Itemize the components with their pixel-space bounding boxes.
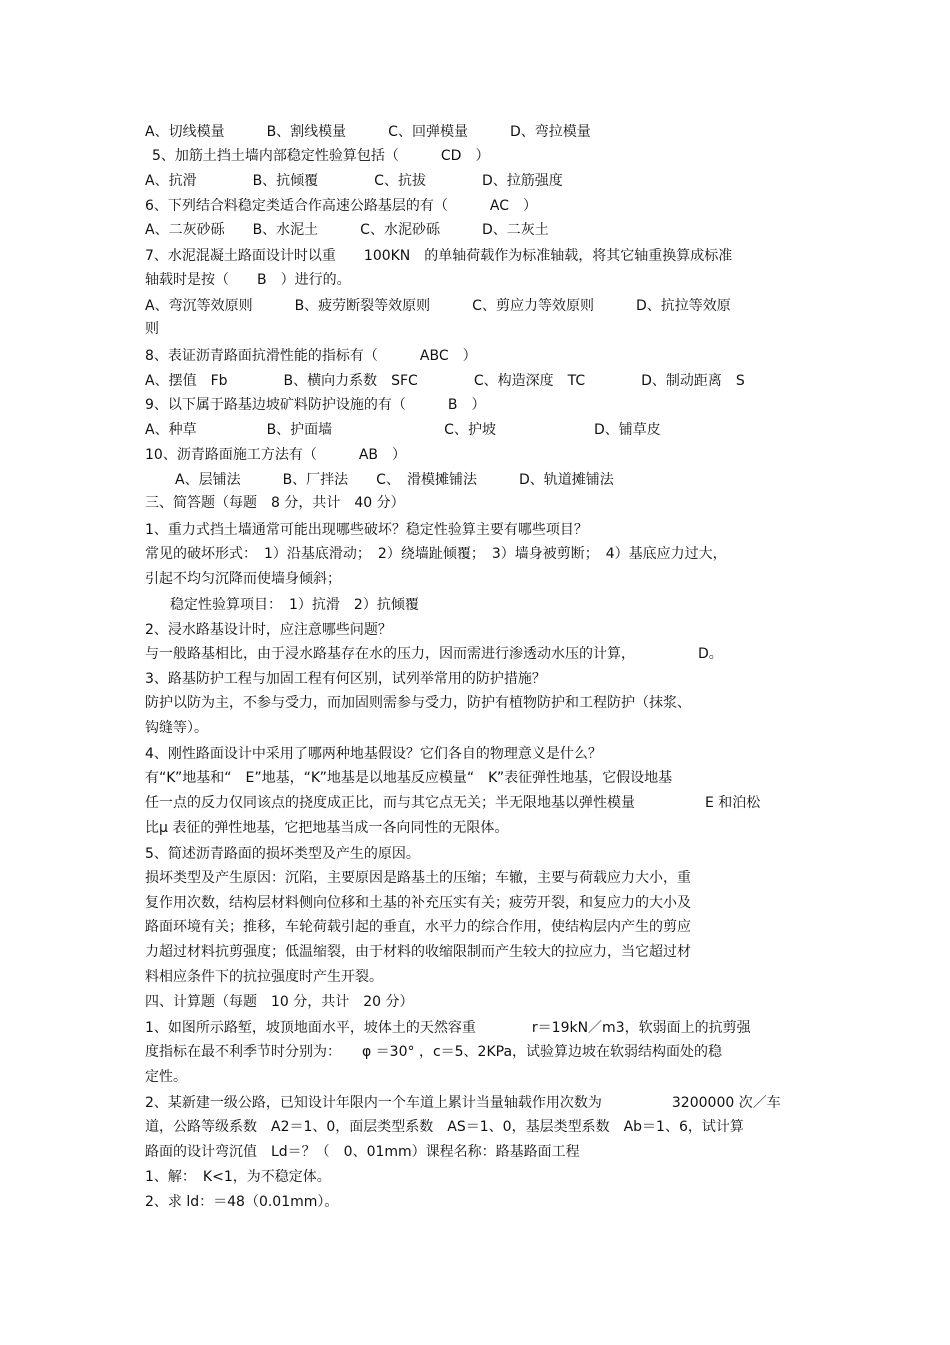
text-line: 引起不均匀沉降而使墙身倾斜； — [145, 571, 341, 587]
text-line: 6、下列结合料稳定类适合作高速公路基层的有（ AC ） — [145, 198, 538, 214]
text-line: 1、重力式挡土墙通常可能出现哪些破坏？稳定性验算主要有哪些项目？ — [145, 522, 588, 538]
text-line: 有“K”地基和“ E”地基，“K”地基是以地基反应模量“ K”表征弹性地基，它假设地基 — [145, 770, 673, 786]
text-line: 复作用次数，结构层材料侧向位移和土基的补充压实有关；疲劳开裂，和复应力的大小及 — [145, 895, 691, 911]
text-line: 定性。 — [145, 1069, 187, 1085]
text-line: 力超过材料抗剪强度；低温缩裂，由于材料的收缩限制而产生较大的拉应力，当它超过材 — [145, 944, 691, 960]
text-line: A、弯沉等效原则 B、疲劳断裂等效原则 C、剪应力等效原则 D、抗拉等效原 — [145, 298, 731, 314]
text-line: 2、某新建一级公路，已知设计年限内一个车道上累计当量轴载作用次数为 3200000 次／车 — [145, 1095, 781, 1111]
text-line: A、种草 B、护面墙 C、护坡 D、铺草皮 — [145, 422, 661, 438]
text-line: A、摆值 Fb B、横向力系数 SFC C、构造深度 TC D、制动距离 S — [145, 373, 745, 389]
text-line: 5、简述沥青路面的损坏类型及产生的原因。 — [145, 846, 420, 862]
text-line: 任一点的反力仅同该点的挠度成正比，而与其它点无关；半无限地基以弹性模量 E 和泊松 — [145, 795, 761, 811]
text-line: 路面的设计弯沉值 Ld＝？（ 0、01mm）课程名称：路基路面工程 — [145, 1144, 580, 1160]
text-line: 料相应条件下的抗拉强度时产生开裂。 — [145, 969, 383, 985]
text-line: A、层铺法 B、厂拌法 C、 滑模摊铺法 D、轨道摊铺法 — [175, 472, 614, 488]
text-line: 10、沥青路面施工方法有（ AB ） — [145, 447, 406, 463]
text-line: A、切线模量 B、割线模量 C、回弹模量 D、弯拉模量 — [145, 124, 591, 140]
text-line: 7、水泥混凝土路面设计时以重 100KN 的单轴荷载作为标准轴载，将其它轴重换算成标准 — [145, 248, 733, 264]
section-heading: 四、计算题（每题 10 分，共计 20 分） — [145, 994, 414, 1010]
text-line: 3、路基防护工程与加固工程有何区别，试列举常用的防护措施？ — [145, 671, 546, 687]
text-line: 路面环境有关；推移，车轮荷载引起的垂直，水平力的综合作用，使结构层内产生的剪应 — [145, 919, 691, 935]
text-line: 1、解： K<1，为不稳定体。 — [145, 1169, 331, 1185]
text-line: 1、如图所示路堑，坡顶地面水平，坡体土的天然容重 r＝19kN／m3，软弱面上的抗剪强 — [145, 1020, 751, 1036]
section-heading: 三、简答题（每题 8 分，共计 40 分） — [145, 495, 405, 511]
text-line: 度指标在最不利季节时分别为： φ ＝30° ，c＝5、2KPa，试验算边坡在软弱结构面处的稳 — [145, 1044, 723, 1060]
text-line: 4、刚性路面设计中采用了哪两种地基假设？它们各自的物理意义是什么？ — [145, 746, 602, 762]
text-line: 常见的破坏形式： 1）沿基底滑动； 2）绕墙趾倾覆； 3）墙身被剪断； 4）基底应力过大， — [145, 546, 727, 562]
text-line: A、二灰砂砾 B、水泥土 C、水泥砂砾 D、二灰土 — [145, 222, 549, 238]
text-line: 钩缝等）。 — [145, 720, 208, 736]
text-line: 与一般路基相比，由于浸水路基存在水的压力，因而需进行渗透动水压的计算， D。 — [145, 646, 723, 662]
text-line: 9、以下属于路基边坡矿料防护设施的有（ B ） — [145, 397, 486, 413]
text-line: 2、求 ld：＝48（0.01mm）。 — [145, 1194, 339, 1210]
text-line: 8、表证沥青路面抗滑性能的指标有（ ABC ） — [145, 348, 477, 364]
text-line: 则 — [145, 321, 159, 337]
text-line: 道，公路等级系数 A2＝1、0，面层类型系数 AS＝1、0，基层类型系数 Ab＝1、6，试计算 — [145, 1119, 744, 1135]
text-line: 轴载时是按（ B ）进行的。 — [145, 272, 351, 288]
text-line: 稳定性验算项目： 1）抗滑 2）抗倾覆 — [170, 597, 419, 613]
text-line: 2、浸水路基设计时，应注意哪些问题？ — [145, 622, 392, 638]
text-line: A、抗滑 B、抗倾覆 C、抗拔 D、拉筋强度 — [145, 173, 563, 189]
text-line: 防护以防为主，不参与受力，而加固则需参与受力，防护有植物防护和工程防护（抹浆、 — [145, 695, 691, 711]
text-line: 5、加筋土挡土墙内部稳定性验算包括（ CD ） — [152, 148, 490, 164]
text-line: 比μ 表征的弹性地基，它把地基当成一各向同性的无限体。 — [145, 820, 509, 836]
text-line: 损坏类型及产生原因：沉陷，主要原因是路基土的压缩；车辙，主要与荷载应力大小，重 — [145, 870, 691, 886]
